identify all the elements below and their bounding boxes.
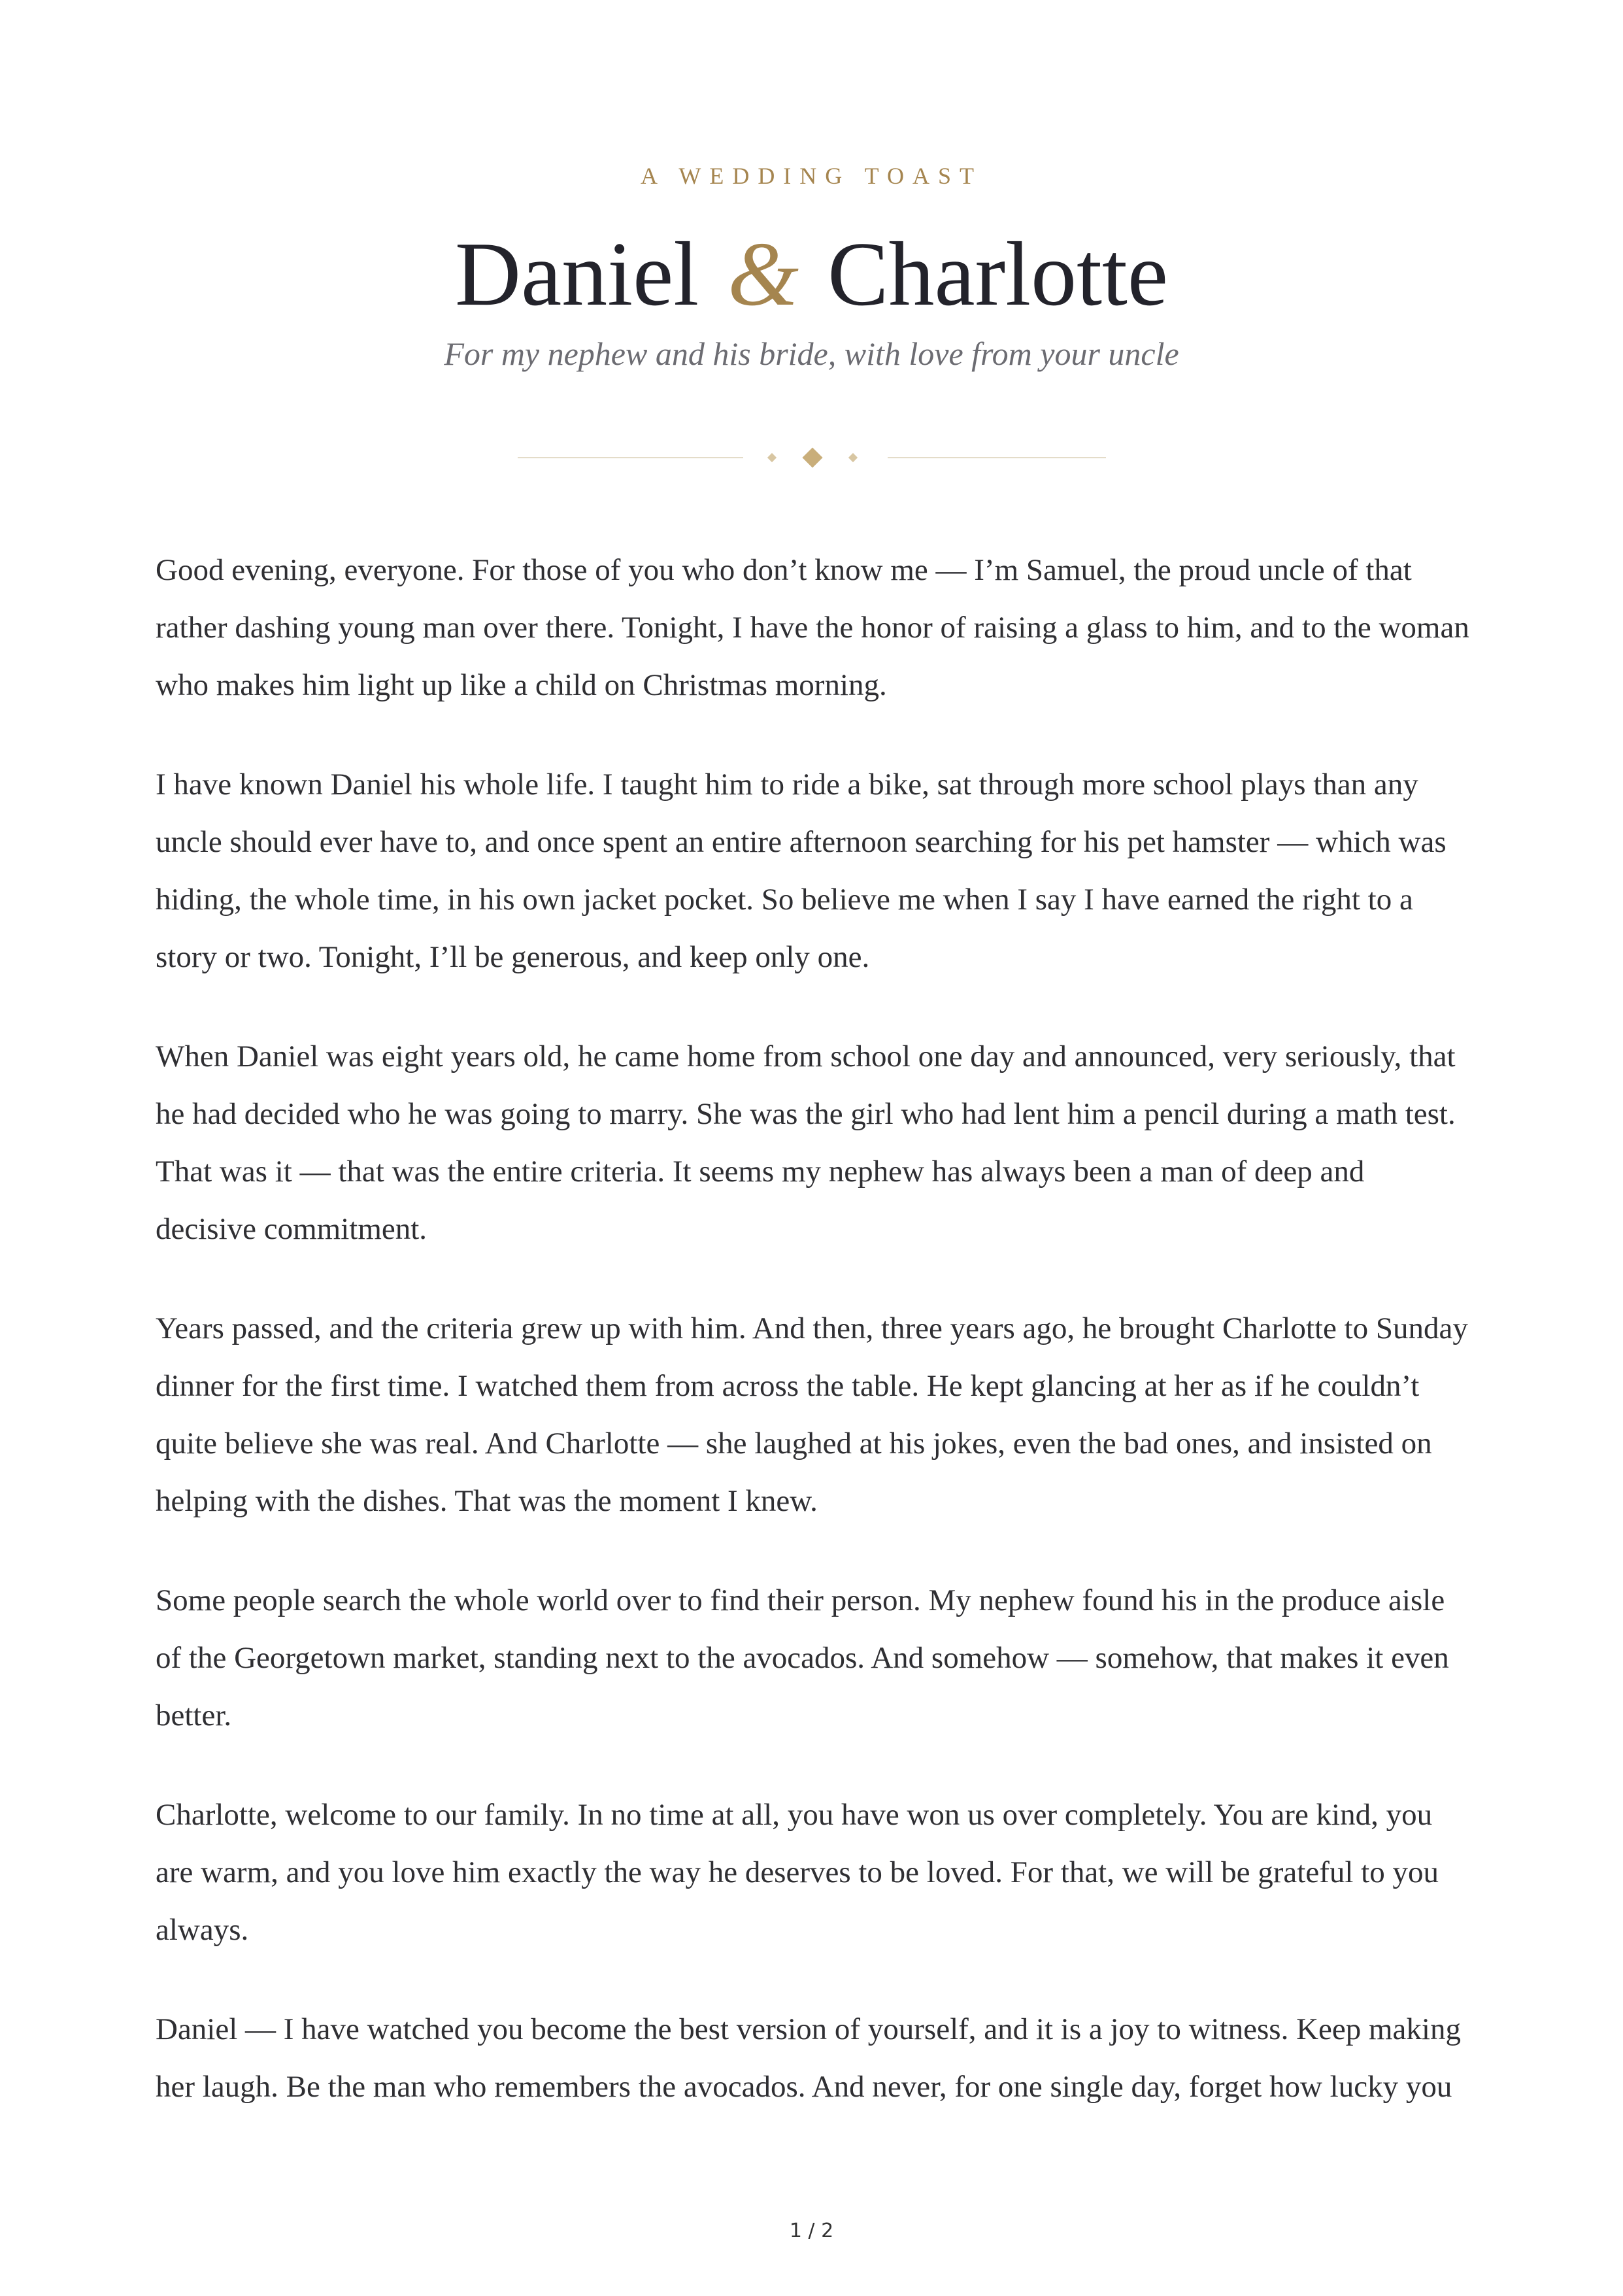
paragraph: When Daniel was eight years old, he came home from school one day and announced, very seriously, that he had decided who he was going to marry. She was the girl who had lent him a pencil during a math test. That was it — that was the entire criteria. It seems my nephew has always been a man of deep and decisive commitment. — [156, 1039, 1456, 1246]
paragraph: Daniel — I have watched you become the best version of yourself, and it is a joy to witness. Keep making her laugh. Be the man who remembers the avocados. And never, for one single day, forget how lucky you — [156, 2012, 1461, 2104]
divider-line-left — [518, 457, 743, 458]
small-diamond-icon — [848, 453, 858, 462]
title-ampersand: & — [728, 224, 799, 325]
paragraph: Charlotte, welcome to our family. In no time at all, you have won us over completely. You are kind, you are warm, and you love him exactly the way he deserves to be loved. For that, we will be grateful to you always. — [156, 1798, 1439, 1947]
toast-body — [156, 541, 1469, 2157]
paragraph: Some people search the whole world over to find their person. My nephew found his in the produce aisle of the Georgetown market, standing next to the avocados. And somehow — somehow, that makes it even better. — [156, 1583, 1449, 1732]
divider-line-right — [888, 457, 1106, 458]
subtitle: For my nephew and his bride, with love from your uncle — [444, 335, 1179, 372]
paragraph: I have known Daniel his whole life. I taught him to ride a bike, sat through more school plays than any uncle should ever have to, and once spent an entire afternoon searching for his pet hamster — which was hiding, the whole time, in his own jacket pocket. So believe me when I say I have earned the right to a story or two. Tonight, I’ll be generous, and keep only one. — [156, 768, 1447, 974]
title-name-right: Charlotte — [828, 224, 1169, 325]
paragraph: Good evening, everyone. For those of you who don’t know me — I’m Samuel, the proud uncle of that rather dashing young man over there. Tonight, I have the honor of raising a glass to him, and to the woman who makes him light up like a child on Christmas morning. — [156, 553, 1469, 702]
paragraph: Years passed, and the criteria grew up with him. And then, three years ago, he brought Charlotte to Sunday dinner for the first time. I watched them from across the table. He kept glancing at her as if he couldn’t quite believe she was real. And Charlotte — she laughed at his jokes, even the bad ones, and insisted on helping with the dishes. That was the moment I knew. — [156, 1311, 1468, 1518]
diamond-icon — [802, 447, 822, 467]
page-title — [0, 216, 1623, 333]
eyebrow-heading: A WEDDING TOAST — [640, 163, 982, 189]
small-diamond-icon — [767, 453, 777, 462]
ornamental-divider — [518, 445, 1106, 471]
title-name-left: Daniel — [454, 224, 699, 325]
page-number: 1 / 2 — [789, 2220, 834, 2242]
